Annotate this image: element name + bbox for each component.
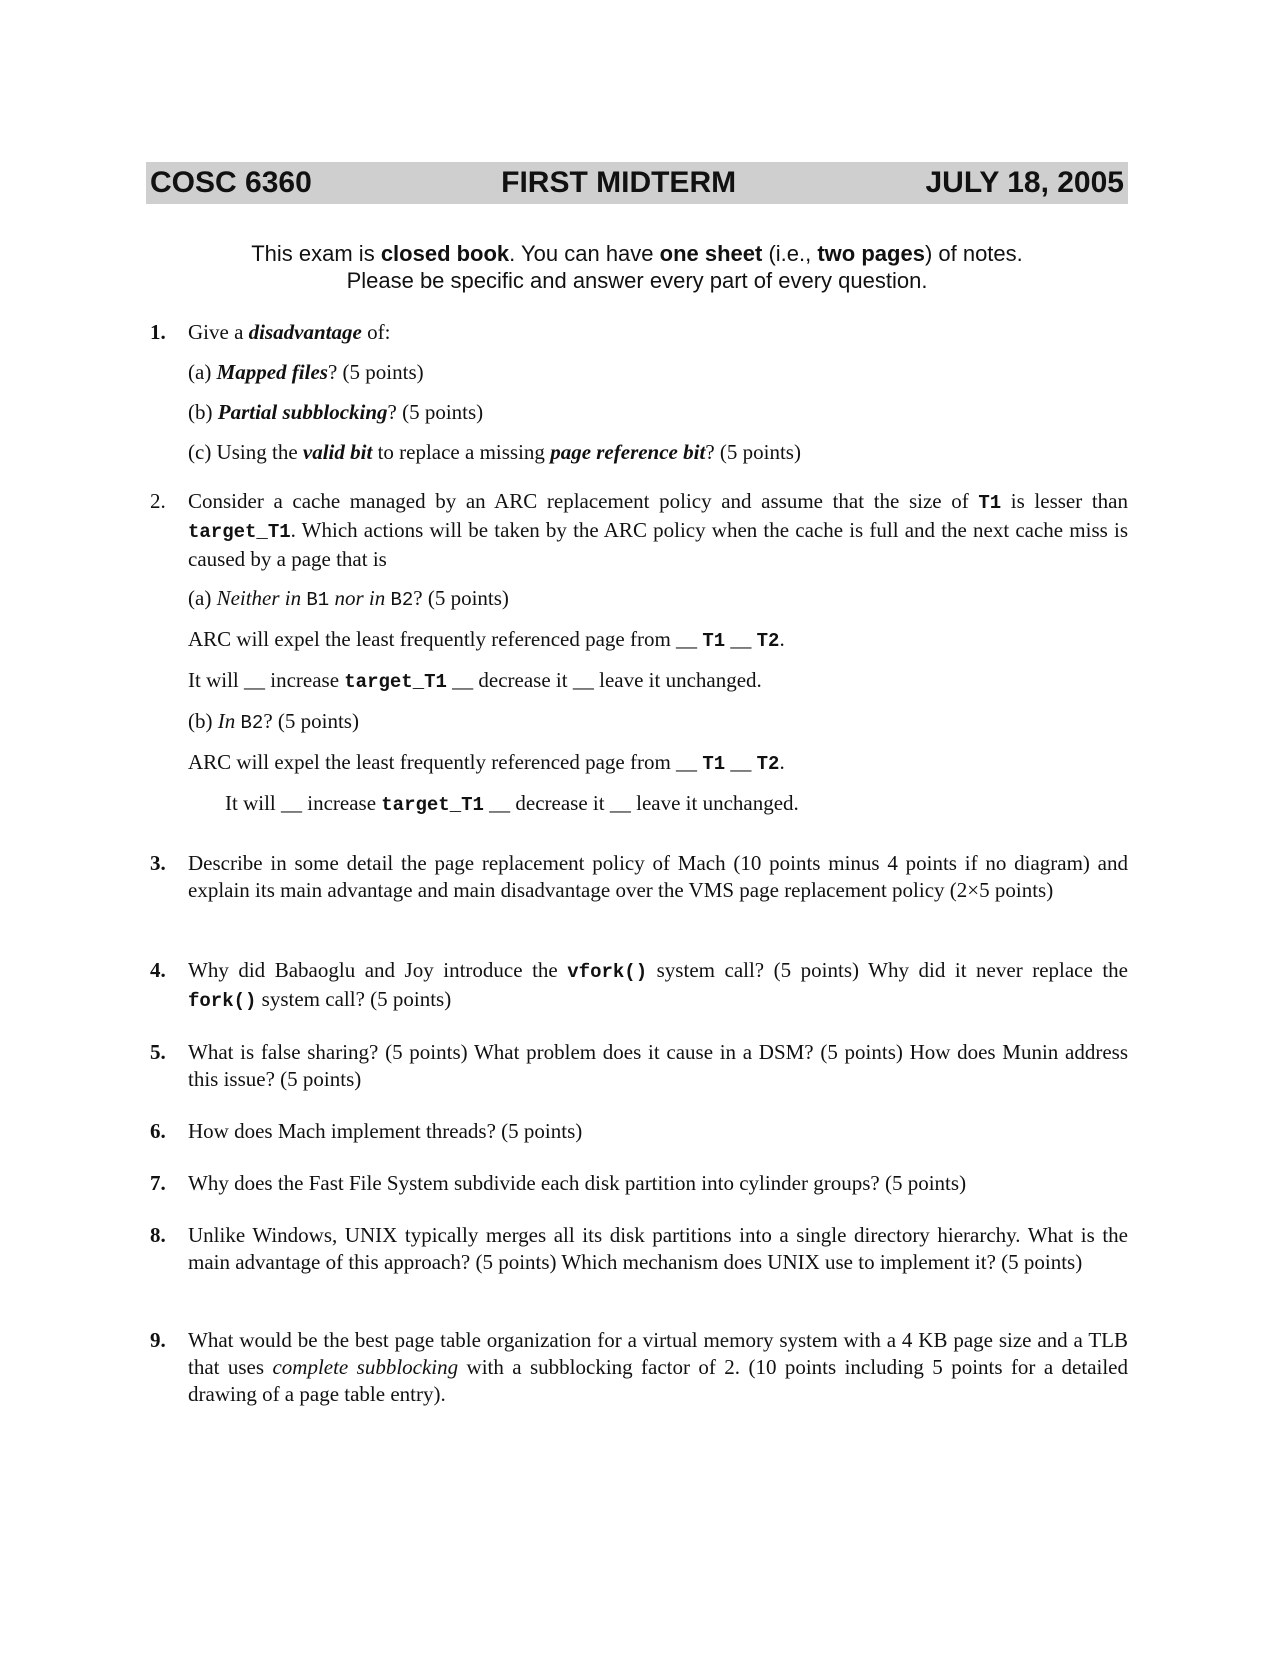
code-t2: T2: [756, 753, 780, 775]
q-text: Give a: [188, 320, 249, 344]
code-b1: B1: [306, 589, 330, 611]
question-number: 6.: [150, 1119, 166, 1143]
question-7: [146, 1170, 1128, 1197]
code-target-t1: target_T1: [344, 671, 447, 693]
question-1a: [188, 359, 424, 386]
sub-text: __: [725, 750, 757, 774]
sub-text: ? (5 points): [387, 400, 484, 424]
question-1c: [188, 439, 801, 466]
q-text: Consider a cache managed by an ARC replacement policy and assume that the size of: [188, 489, 979, 513]
code-b2: B2: [240, 712, 264, 734]
question-number: 2.: [150, 489, 166, 513]
exam-header: [146, 162, 1128, 204]
sub-text: ARC will expel the least frequently referenced page from __: [188, 627, 703, 651]
code-target-t1: target_T1: [188, 521, 291, 543]
question-number: 7.: [150, 1171, 166, 1195]
question-9: [146, 1327, 1128, 1408]
question-number: 9.: [150, 1328, 166, 1352]
q-text: system call? (5 points) Why did it never replace the: [647, 958, 1129, 982]
sub-label: (c) Using the: [188, 440, 303, 464]
q-text: . Which actions will be taken by the ARC policy when the cache is full and the next cache miss is caused by a page that is: [188, 518, 1128, 571]
q-text: Why did Babaoglu and Joy introduce the: [188, 958, 568, 982]
code-t2: T2: [756, 630, 780, 652]
sub-text: ? (5 points): [413, 586, 509, 610]
question-number: 4.: [150, 958, 166, 982]
sub-text: __ decrease it: [483, 791, 605, 815]
sub-label: (a): [188, 360, 217, 384]
sub-text: to replace a missing: [372, 440, 551, 464]
question-number: 8.: [150, 1223, 166, 1247]
question-2a: [188, 585, 509, 614]
q-text: What is false sharing? (5 points) What problem does it cause in a DSM? (5 points) How does Munin address this issue? (5 points): [188, 1040, 1128, 1091]
q-text: is lesser than: [1001, 489, 1128, 513]
intro-text: (i.e.,: [762, 241, 818, 266]
question-6: [146, 1118, 1128, 1145]
sub-text: .: [779, 750, 785, 774]
sub-text: It will __ increase: [225, 791, 382, 815]
sub-text: ARC will expel the least frequently referenced page from __: [188, 750, 703, 774]
question-2a-target: [188, 667, 762, 696]
code-fork: fork(): [188, 990, 257, 1012]
question-2a-expel: [188, 626, 785, 655]
question-4: [146, 957, 1128, 1015]
q-text: with a subblocking factor of 2. (10 points including 5 points for a detailed drawing of a page table entry).: [188, 1355, 1129, 1406]
sub-emphasis: Mapped files: [216, 360, 328, 384]
sub-label: (b): [188, 400, 218, 424]
question-5: [146, 1039, 1128, 1093]
q-text: Why does the Fast File System subdivide each disk partition into cylinder groups? (5 points): [188, 1171, 967, 1195]
intro-text: ) of notes.: [924, 241, 1023, 266]
q-emphasis: disadvantage: [248, 320, 362, 344]
question-2b: [188, 708, 359, 737]
q-text: Unlike Windows, UNIX typically merges all its disk partitions into a single directory hierarchy. What is the main advantage of this approach? (5 points) Which mechanism does UNIX use to implement it? (5 points): [188, 1223, 1128, 1274]
question-number: 5.: [150, 1040, 166, 1064]
q-emphasis: complete subblocking: [272, 1355, 459, 1379]
sub-emphasis: page reference bit: [550, 440, 706, 464]
question-2: [146, 488, 1128, 573]
sub-text: ? (5 points): [263, 709, 359, 733]
exam-title: FIRST MIDTERM: [501, 166, 737, 199]
question-number: 3.: [150, 851, 166, 875]
question-2b-target: [225, 790, 799, 819]
sub-emphasis: Partial subblocking: [217, 400, 388, 424]
two-pages: two pages: [817, 241, 925, 266]
q-text: of:: [361, 320, 391, 344]
code-b2: B2: [390, 589, 414, 611]
code-t1: T1: [978, 492, 1002, 514]
sub-emphasis: valid bit: [302, 440, 373, 464]
sub-text: It will __ increase: [188, 668, 345, 692]
exam-date: JULY 18, 2005: [925, 166, 1124, 199]
sub-text: ? (5 points): [705, 440, 801, 464]
sub-label: (a): [188, 586, 217, 610]
code-vfork: vfork(): [567, 961, 648, 983]
sub-label: (b): [188, 709, 218, 733]
one-sheet: one sheet: [659, 241, 763, 266]
question-8: [146, 1222, 1128, 1276]
code-t1: T1: [702, 630, 726, 652]
question-number: 1.: [150, 320, 166, 344]
closed-book: closed book: [380, 241, 510, 266]
intro-line2: Please be specific and answer every part of every question.: [346, 268, 928, 293]
course-code: COSC 6360: [150, 166, 312, 199]
sub-emphasis: In: [217, 709, 241, 733]
question-1b: [188, 399, 483, 426]
sub-emphasis: Neither in: [216, 586, 307, 610]
intro-text: . You can have: [509, 241, 660, 266]
sub-text: __ leave it unchanged.: [604, 791, 799, 815]
sub-text: __ leave it unchanged.: [567, 668, 762, 692]
sub-text: __: [725, 627, 757, 651]
q-text: What would be the best page table organization for a virtual memory system with a 4 KB page size and a TLB that uses: [188, 1328, 1128, 1379]
question-1: [146, 319, 1128, 346]
sub-text: .: [779, 627, 785, 651]
sub-text: ? (5 points): [327, 360, 424, 384]
sub-emphasis: nor in: [329, 586, 391, 610]
exam-instructions: [146, 240, 1128, 294]
sub-text: __ decrease it: [446, 668, 568, 692]
question-3: [146, 850, 1128, 904]
q-text: system call? (5 points): [256, 987, 452, 1011]
code-target-t1: target_T1: [381, 794, 484, 816]
q-text: Describe in some detail the page replacement policy of Mach (10 points minus 4 points if no diagram) and explain its main advantage and main disadvantage over the VMS page replacement policy (2×5 points): [188, 851, 1128, 902]
code-t1: T1: [702, 753, 726, 775]
intro-text: This exam is: [251, 241, 381, 266]
question-2b-expel: [188, 749, 785, 778]
q-text: How does Mach implement threads? (5 points): [188, 1119, 583, 1143]
